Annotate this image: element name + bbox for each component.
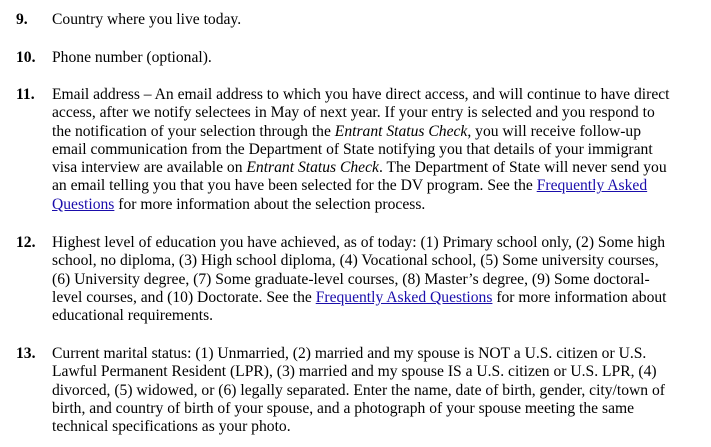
text-line: Phone number (optional).	[52, 49, 212, 66]
text-line	[52, 177, 699, 195]
text-segment: for more information about the selection process.	[114, 195, 426, 213]
item-text	[52, 11, 699, 29]
text-line: school, no diploma, (3) High school diploma, (4) Vocational school, (5) Some university courses,	[52, 252, 659, 270]
text-line: Current marital status: (1) Unmarried, (2) married and my spouse is NOT a U.S. citizen or U.S.	[52, 345, 647, 362]
item-number: 9.	[16, 11, 28, 28]
text-line	[52, 289, 699, 307]
text-segment: for more information about	[492, 288, 667, 306]
text-segment: the notification of your selection through the	[52, 122, 335, 140]
text-segment: . The Department of State will never send you	[378, 159, 667, 177]
item-text	[52, 234, 699, 325]
item-text	[52, 49, 699, 67]
text-segment: , you will receive follow-up	[467, 122, 641, 140]
text-line	[52, 196, 699, 214]
item-text	[52, 345, 699, 436]
text-line: (6) University degree, (7) Some graduate-level courses, (8) Master’s degree, (9) Some doctoral-	[52, 270, 650, 288]
text-line: technical specifications as your photo.	[52, 418, 291, 436]
text-line	[52, 123, 699, 141]
faq-link-part-1[interactable]: Frequently Asked	[536, 177, 648, 195]
text-line: birth, and country of birth of your spouse, and a photograph of your spouse meeting the same	[52, 399, 635, 417]
text-line: Country where you live today.	[52, 11, 242, 28]
entrant-status-check-term: Entrant Status Check	[334, 122, 468, 140]
item-number: 10.	[16, 49, 36, 66]
item-number: 11.	[16, 86, 35, 103]
entrant-status-check-term: Entrant Status Check	[246, 159, 379, 177]
faq-link[interactable]: Frequently Asked Questions	[315, 288, 493, 306]
text-line: email communication from the Department of State notifying you that details of your immigrant	[52, 140, 653, 158]
faq-link-part-2[interactable]: Questions	[52, 195, 115, 213]
text-line: Highest level of education you have achieved, as of today: (1) Primary school only, (2) Some high	[52, 234, 666, 251]
item-number: 12.	[16, 234, 36, 251]
text-segment: level courses, and (10) Doctorate. See the	[52, 288, 316, 306]
text-line	[52, 159, 699, 177]
text-line: educational requirements.	[52, 307, 214, 325]
text-line: access, after we notify selectees in May of next year. If your entry is selected and you respond to	[52, 104, 655, 122]
item-number: 13.	[16, 345, 36, 362]
text-segment: visa interview are available on	[52, 159, 247, 177]
text-line: Lawful Permanent Resident (LPR), (3) married and my spouse IS a U.S. citizen or U.S. LPR, (4)	[52, 363, 657, 381]
text-line: Email address – An email address to which you have direct access, and will continue to have direct	[52, 86, 670, 103]
text-segment: an email telling you that you have been selected for the DV program. See the	[52, 177, 537, 195]
item-text	[52, 86, 699, 214]
text-line: divorced, (5) widowed, or (6) legally separated. Enter the name, date of birth, gender, city/town of	[52, 381, 665, 399]
